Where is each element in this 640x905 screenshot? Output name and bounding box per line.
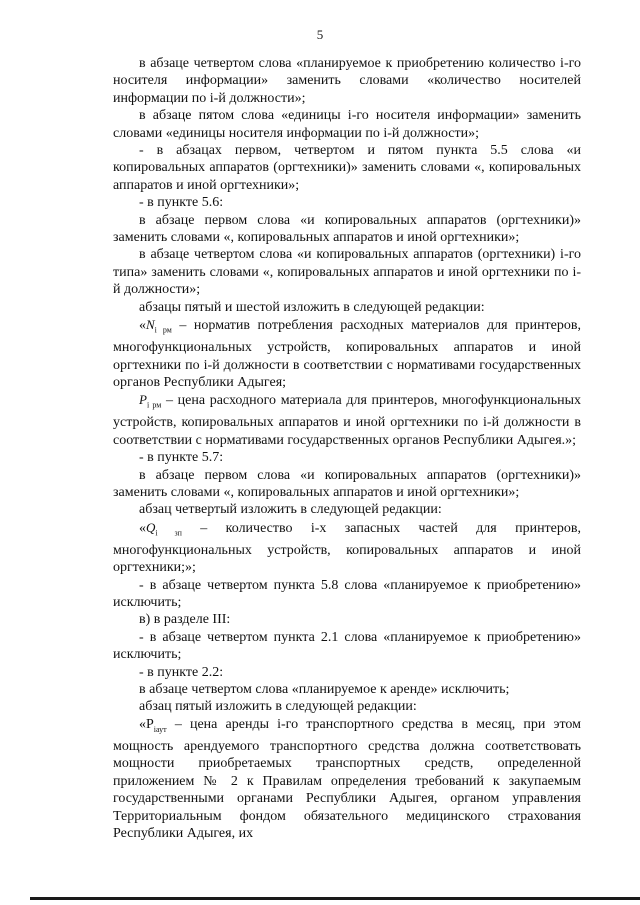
paragraph-6: в абзаце четвертом слова «и копировальных аппаратов (оргтехники) i-го типа» заменить словами «, копировальных аппаратов и иной оргтехники по i-й должности»; bbox=[113, 247, 581, 298]
page-number: 5 bbox=[316, 27, 324, 42]
paragraph-5: в абзаце первом слова «и копировальных аппаратов (оргтехники)» заменить словами «, копировальных аппаратов и иной оргтехники»; bbox=[113, 212, 581, 246]
formula-paragraph-q-izp bbox=[113, 519, 581, 577]
paragraph-13: - в абзаце четвертом пункта 2.1 слова «планируемое к приобретению» исключить; bbox=[113, 629, 581, 663]
paragraph-2: в абзаце пятом слова «единицы i-го носителя информации» заменить словами «единицы носителя информации по i-й должности»; bbox=[113, 108, 581, 141]
formula-symbol-n-irm: $N_{i рм}$ bbox=[146, 317, 172, 335]
formula-paragraph-n-irm bbox=[113, 316, 581, 391]
paragraph-1: в абзаце четвертом слова «планируемое к приобретению количество i-го носителя информации» заменить словами «количество носителей информации по i-й должности»; bbox=[113, 56, 581, 106]
formula-text-n-irm: – норматив потребления расходных материалов для принтеров, многофункциональных устройств, копировальных аппаратов и иной оргтехники по i-й должности в соответствии с нормативами государственных органов Республики Адыгея; bbox=[113, 318, 582, 390]
formula-symbol-q-izp: $Q_{i зп}$ bbox=[146, 519, 182, 538]
paragraph-10: абзац четвертый изложить в следующей редакции: bbox=[139, 502, 442, 518]
paragraph-11: - в абзаце четвертом пункта 5.8 слова «планируемое к приобретению» исключить; bbox=[113, 577, 581, 610]
paragraph-3: - в абзацах первом, четвертом и пятом пункта 5.5 слова «и копировальных аппаратов (оргтехники)» заменить словами «, копировальных аппаратов и иной оргтехники»; bbox=[113, 143, 581, 193]
formula-text-p-iaut: – цена аренды i-го транспортного средства в месяц, при этом мощность арендуемого транспортного средства должна соответствовать мощности приобретаемых транспортных средств, определенной приложением № 2 к Правилам определения требований к закупаемым государственными органами Республики Адыгея, органом управления Территориальным фондом обязательного медицинского страхования Республики Адыгея, их bbox=[113, 716, 581, 842]
formula-paragraph-p-iaut bbox=[113, 716, 581, 843]
paragraph-4: - в пункте 5.6: bbox=[139, 195, 224, 211]
formula-paragraph-p-irm bbox=[113, 391, 581, 449]
paragraph-9: в абзаце первом слова «и копировальных аппаратов (оргтехники)» заменить словами «, копировальных аппаратов и иной оргтехники»; bbox=[113, 467, 581, 500]
opening-quote: « bbox=[139, 318, 146, 334]
paragraph-12: в) в разделе III: bbox=[139, 612, 231, 628]
document-body bbox=[113, 55, 581, 842]
scan-bottom-edge bbox=[30, 897, 640, 900]
paragraph-7: абзацы пятый и шестой изложить в следующей редакции: bbox=[139, 299, 485, 315]
paragraph-15: в абзаце четвертом слова «планируемое к аренде» исключить; bbox=[139, 682, 510, 697]
paragraph-14: - в пункте 2.2: bbox=[139, 664, 224, 680]
opening-quote: « bbox=[139, 520, 146, 536]
paragraph-16: абзац пятый изложить в следующей редакции: bbox=[139, 699, 417, 715]
paragraph-8: - в пункте 5.7: bbox=[139, 450, 224, 466]
formula-symbol-p-irm: $P_{i рм}$ bbox=[139, 392, 162, 410]
formula-text-p-irm: – цена расходного материала для принтеров, многофункциональных устройств, копировальных аппаратов и иной оргтехники по i-й должности в соответствии с нормативами государственных органов Республики Адыгея.»; bbox=[113, 393, 581, 448]
formula-symbol-p-iaut: «$P_{iаут}$ bbox=[139, 716, 167, 734]
formula-text-q-izp: – количество i-х запасных частей для принтеров, многофункциональных устройств, копировальных аппаратов и иной оргтехники;»; bbox=[113, 520, 582, 576]
